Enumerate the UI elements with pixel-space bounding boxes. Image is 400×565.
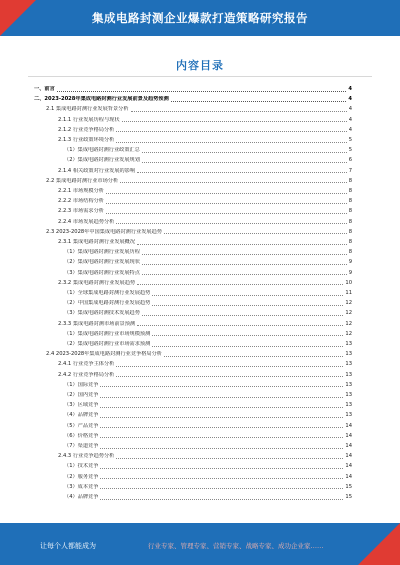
toc-entry-page: 12 <box>345 320 352 327</box>
toc-entry-page: 8 <box>348 228 352 235</box>
toc-leader-dots <box>116 366 343 367</box>
toc-leader-dots <box>100 417 343 418</box>
toc-entry[interactable] <box>64 341 352 348</box>
toc-leader-dots <box>164 233 347 234</box>
toc-entry-page: 13 <box>345 351 352 358</box>
toc-entry[interactable] <box>58 127 352 134</box>
toc-entry-label: 一、前言 <box>34 86 55 92</box>
footer-slogan-left: 让每个人都能成为 <box>40 542 96 550</box>
toc-leader-dots <box>116 131 346 132</box>
toc-entry[interactable] <box>58 188 352 195</box>
toc-leader-dots <box>152 346 343 347</box>
toc-entry[interactable] <box>46 351 352 358</box>
toc-entry-label: 2.2 集成电路封测行业市场分析 <box>46 177 119 184</box>
toc-leader-dots <box>100 499 343 500</box>
toc-entry-page: 14 <box>345 432 352 439</box>
toc-entry-label: 2.3.3 集成电路封测市场前景预测 <box>58 320 136 327</box>
toc-entry-label: （1）集成电路封测行业市场规模预测 <box>64 330 151 337</box>
toc-entry-page: 4 <box>348 106 352 113</box>
toc-entry-page: 13 <box>345 412 352 419</box>
toc-entry-page: 4 <box>348 116 352 123</box>
toc-entry-page: 4 <box>348 126 352 133</box>
toc-entry-page: 9 <box>348 259 352 266</box>
toc-leader-dots <box>164 356 343 357</box>
toc-entry-page: 13 <box>345 361 352 368</box>
toc-entry-page: 15 <box>345 494 352 500</box>
toc-entry-label: （1）集成电路封测行业发展历程 <box>64 249 140 256</box>
toc-entry-page: 8 <box>348 177 352 184</box>
toc-entry-label: （3）集成电路封测技术发展趋势 <box>64 310 140 317</box>
toc-entry-page: 8 <box>348 188 352 194</box>
toc-entry-page: 11 <box>345 290 352 296</box>
toc-leader-dots <box>100 397 343 398</box>
toc-leader-dots <box>137 172 347 173</box>
toc-entry-page: 14 <box>345 463 352 470</box>
report-title: 集成电路封测企业爆款打造策略研究报告 <box>92 11 308 25</box>
toc-entry-label: （7）渠道竞争 <box>64 443 99 449</box>
toc-leader-dots <box>100 386 343 387</box>
toc-entry[interactable] <box>64 484 352 491</box>
toc-entry-label: 2.2.3 市场需求分析 <box>58 208 104 215</box>
toc-entry-label: （1）技术竞争 <box>64 463 99 470</box>
toc-entry-page: 10 <box>345 279 352 286</box>
toc-entry[interactable] <box>64 433 352 440</box>
report-header-bar <box>0 0 400 36</box>
toc-entry-label: （1）集成电路封测行业政策汇总 <box>64 147 140 154</box>
toc-entry[interactable] <box>34 86 352 93</box>
toc-entry[interactable] <box>58 453 352 460</box>
toc-leader-dots <box>142 152 347 153</box>
toc-entry-page: 12 <box>345 310 352 317</box>
toc-entry[interactable] <box>64 310 352 317</box>
toc-entry[interactable] <box>58 198 352 205</box>
toc-leader-dots <box>142 315 343 316</box>
toc-divider <box>28 76 372 77</box>
toc-leader-dots <box>116 223 346 224</box>
toc-leader-dots <box>142 274 347 275</box>
toc-entry-label: 2.4.3 行业竞争趋势分析 <box>58 453 115 460</box>
toc-entry-label: （2）中国集成电路封测行业发展趋势 <box>64 300 151 307</box>
toc-leader-dots <box>137 244 347 245</box>
toc-entry-label: （2）国内竞争 <box>64 392 99 398</box>
toc-entry[interactable] <box>46 106 352 113</box>
toc-heading: 内容目录 <box>176 59 224 72</box>
toc-entry-page: 8 <box>348 208 352 215</box>
toc-entry-label: （2）集成电路封测行业市场需求预测 <box>64 341 151 347</box>
toc-leader-dots <box>106 203 347 204</box>
toc-entry-label: 2.4.1 行业竞争主体分析 <box>58 361 115 368</box>
toc-entry-page: 6 <box>348 157 352 164</box>
toc-entry[interactable] <box>58 208 352 215</box>
toc-entry-label: 2.1 集成电路封测行业发展背景分析 <box>46 106 129 113</box>
toc-entry-label: 2.3.1 集成电路封测行业发展概况 <box>58 239 136 245</box>
toc-entry-page: 14 <box>345 453 352 460</box>
toc-entry-page: 8 <box>348 198 352 205</box>
toc-entry-label: 2.2.1 市场规模分析 <box>58 188 104 194</box>
toc-leader-dots <box>152 305 343 306</box>
toc-entry-page: 13 <box>345 371 352 378</box>
toc-leader-dots <box>142 254 347 255</box>
toc-entry[interactable] <box>58 361 352 368</box>
toc-leader-dots <box>57 91 347 92</box>
toc-entry-label: （4）品牌竞争 <box>64 494 99 500</box>
toc-entry-label: （6）价格竞争 <box>64 432 99 439</box>
toc-entry-label: 二、2023-2028年集成电路封测行业发展前景及趋势预测 <box>34 96 169 103</box>
toc-leader-dots <box>116 142 346 143</box>
toc-entry[interactable] <box>64 290 352 297</box>
toc-entry-label: （3）集成电路封测行业发展特点 <box>64 269 140 276</box>
toc-entry[interactable] <box>64 249 352 256</box>
toc-entry-page: 15 <box>345 483 352 490</box>
toc-entry-page: 9 <box>348 269 352 276</box>
toc-entry-page: 12 <box>345 300 352 307</box>
toc-leader-dots <box>120 182 347 183</box>
toc-entry[interactable] <box>64 157 352 164</box>
toc-entry-label: 2.2.2 市场结构分析 <box>58 198 104 205</box>
toc-entry[interactable] <box>64 412 352 419</box>
toc-entry[interactable] <box>58 117 352 124</box>
toc-entry-page: 5 <box>348 147 352 154</box>
toc-entry[interactable] <box>58 321 352 328</box>
toc-entry-page: 12 <box>345 330 352 337</box>
toc-leader-dots <box>152 335 343 336</box>
toc-entry-label: （4）品牌竞争 <box>64 412 99 419</box>
toc-entry-label: 2.1.1 行业发展历程与现状 <box>58 116 120 123</box>
toc-entry[interactable] <box>64 382 352 389</box>
toc-entry-label: 2.1.4 相关政策对行业发展的影响 <box>58 167 136 174</box>
toc-entry-label: 2.4 2023-2028年集成电路封测行业竞争格局分析 <box>46 351 162 358</box>
toc-entry-label: 2.2.4 市场发展趋势分析 <box>58 218 115 225</box>
toc-entry-page: 14 <box>345 443 352 449</box>
toc-entry-label: （2）集成电路封测行业发展现状 <box>64 259 140 266</box>
toc-entry-label: （2）集成电路封测行业发展规划 <box>64 157 140 164</box>
toc-entry-label: 2.3 2023-2028年中国集成电路封测行业发展趋势 <box>46 228 162 235</box>
toc-entry-page: 5 <box>348 137 352 143</box>
toc-entry[interactable] <box>34 96 352 103</box>
toc-entry[interactable] <box>64 392 352 399</box>
toc-entry[interactable] <box>64 463 352 470</box>
toc-entry-label: （5）产品竞争 <box>64 422 99 429</box>
toc-leader-dots <box>131 111 347 112</box>
toc-leader-dots <box>106 213 347 214</box>
toc-entry-page: 8 <box>348 239 352 245</box>
toc-entry[interactable] <box>64 474 352 481</box>
toc-entry[interactable] <box>58 280 352 287</box>
toc-entry-label: （1）全球集成电路封测行业发展趋势 <box>64 290 151 296</box>
toc-entry[interactable] <box>64 331 352 338</box>
footer-bar <box>0 523 400 565</box>
footer-accent-corner <box>358 523 400 565</box>
toc-entry-page: 13 <box>345 392 352 398</box>
toc-leader-dots <box>106 193 347 194</box>
toc-leader-dots <box>100 437 343 438</box>
toc-entry-page: 13 <box>345 402 352 409</box>
toc-entry-page: 14 <box>345 473 352 480</box>
toc-entry-page: 13 <box>345 381 352 388</box>
toc-leader-dots <box>100 488 343 489</box>
toc-entry[interactable] <box>64 259 352 266</box>
toc-entry-page: 13 <box>345 341 352 347</box>
toc-entry[interactable] <box>64 443 352 450</box>
toc-entry[interactable] <box>64 402 352 409</box>
toc-entry[interactable] <box>64 300 352 307</box>
toc-entry-label: 2.3.2 集成电路封测行业发展趋势 <box>58 279 136 286</box>
toc-entry-label: （3）区域竞争 <box>64 402 99 409</box>
toc-entry-label: （1）国际竞争 <box>64 381 99 388</box>
toc-entry[interactable] <box>64 423 352 430</box>
toc-entry-label: （3）成本竞争 <box>64 483 99 490</box>
toc-leader-dots <box>100 448 343 449</box>
toc-entry-label: （2）服务竞争 <box>64 473 99 480</box>
toc-leader-dots <box>142 264 347 265</box>
toc-leader-dots <box>100 407 343 408</box>
toc-entry[interactable] <box>58 372 352 379</box>
toc-leader-dots <box>100 427 343 428</box>
toc-leader-dots <box>116 458 343 459</box>
toc-leader-dots <box>137 284 343 285</box>
toc-entry[interactable] <box>64 494 352 501</box>
toc-entry-page: 8 <box>348 249 352 256</box>
toc-entry-label: 2.1.3 行业政策环境分析 <box>58 137 115 143</box>
toc-leader-dots <box>171 101 347 102</box>
footer-slogan-right: 行业专家、管理专家、营销专家、战略专家、成功企业家…… <box>148 542 324 550</box>
toc-entry[interactable] <box>64 270 352 277</box>
toc-entry-page: 4 <box>348 86 352 92</box>
toc-entry[interactable] <box>58 137 352 144</box>
toc-entry[interactable] <box>46 178 352 185</box>
toc-leader-dots <box>142 162 347 163</box>
toc-entry[interactable] <box>58 219 352 226</box>
toc-leader-dots <box>137 325 343 326</box>
toc-entry[interactable] <box>58 168 352 175</box>
toc-entry-label: 2.4.2 行业竞争格局分析 <box>58 371 115 378</box>
toc-leader-dots <box>122 121 347 122</box>
toc-entry-page: 8 <box>348 218 352 225</box>
toc-entry-page: 14 <box>345 422 352 429</box>
toc-entry[interactable] <box>58 239 352 246</box>
toc-entry-page: 4 <box>348 96 352 103</box>
toc-leader-dots <box>116 376 343 377</box>
toc-entry-label: 2.1.2 行业竞争格局分析 <box>58 126 115 133</box>
toc-entry[interactable] <box>46 229 352 236</box>
toc-leader-dots <box>152 295 343 296</box>
toc-entry[interactable] <box>64 147 352 154</box>
toc-leader-dots <box>100 468 343 469</box>
toc-leader-dots <box>100 478 343 479</box>
toc-entry-page: 7 <box>348 167 352 174</box>
